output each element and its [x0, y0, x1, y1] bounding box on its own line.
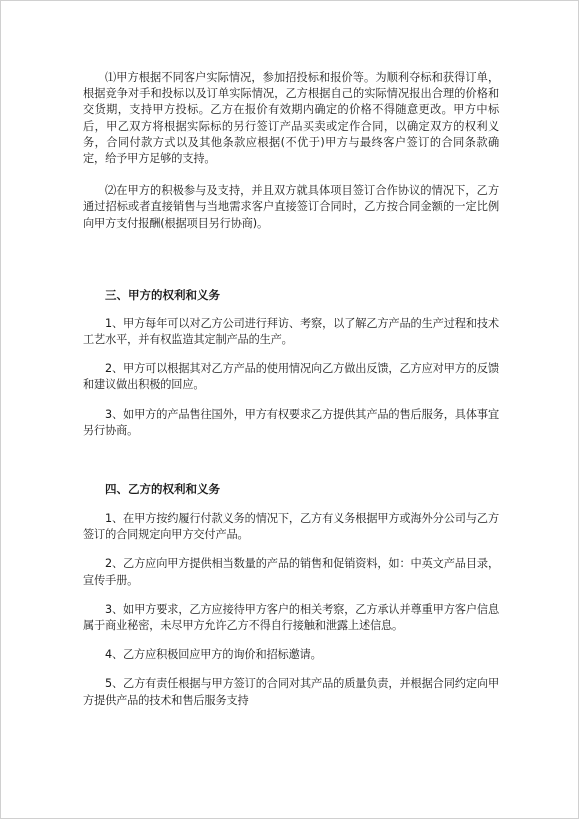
- paragraph-a-item-2: 2、甲方可以根据其对乙方产品的使用情况向乙方做出反馈，乙方应对甲方的反馈和建议做出积极的回应。: [83, 362, 499, 392]
- paragraph-b-item-2: 2、乙方应向甲方提供相当数量的产品的销售和促销资料，如：中英文产品目录，宣传手册。: [83, 557, 499, 587]
- paragraph-b-item-3: 3、如甲方要求，乙方应接待甲方客户的相关考察，乙方承认并尊重甲方客户信息属于商业秘密，未尽甲方允许乙方不得自行接触和泄露上述信息。: [83, 602, 499, 633]
- paragraph-b-item-5: 5、乙方有责任根据与甲方签订的合同对其产品的质量负责，并根据合同约定向甲方提供产品的技术和售后服务支持: [83, 677, 499, 707]
- paragraph-b-item-4: 4、乙方应积极回应甲方的询价和招标邀请。: [105, 648, 322, 662]
- paragraph-a-item-3: 3、如甲方的产品售往国外，甲方有权要求乙方提供其产品的售后服务，具体事宜另行协商。: [83, 407, 499, 437]
- section-heading-party-a: 三、甲方的权利和义务: [105, 287, 220, 302]
- paragraph-bid-support: ⑴甲方根据不同客户实际情况，参加招投标和报价等。为顺利夺标和获得订单，根据竞争对手和投标以及订单实际情况，乙方根据自己的实际情况报出合理的价格和交货期，支持甲方投标。乙方在报价有效期内确定的价格不得随意更改。甲方中标后，甲乙双方将根据实际标的另行签订产品买卖或定作合同，以确定双方的权利义务，合同付款方式以及其他条款应根据(不优于)甲方与最终客户签订的合同条款确定，给予甲方足够的支持。: [83, 71, 499, 166]
- paragraph-b-item-1: 1、在甲方按约履行付款义务的情况下，乙方有义务根据甲方或海外分公司与乙方签订的合同规定向甲方交付产品。: [83, 512, 499, 542]
- document-body: [83, 70, 499, 709]
- paragraph-commission: ⑵在甲方的积极参与及支持，并且双方就具体项目签订合作协议的情况下，乙方通过招标或者直接销售与当地需求客户直接签订合同时，乙方按合同金额的一定比例向甲方支付报酬(根据项目另行协商)。: [83, 184, 499, 230]
- paragraph-a-item-1: 1、甲方每年可以对乙方公司进行拜访、考察，以了解乙方产品的生产过程和技术工艺水平，并有权监造其定制产品的生产。: [83, 316, 499, 347]
- section-heading-party-b: 四、乙方的权利和义务: [105, 482, 220, 497]
